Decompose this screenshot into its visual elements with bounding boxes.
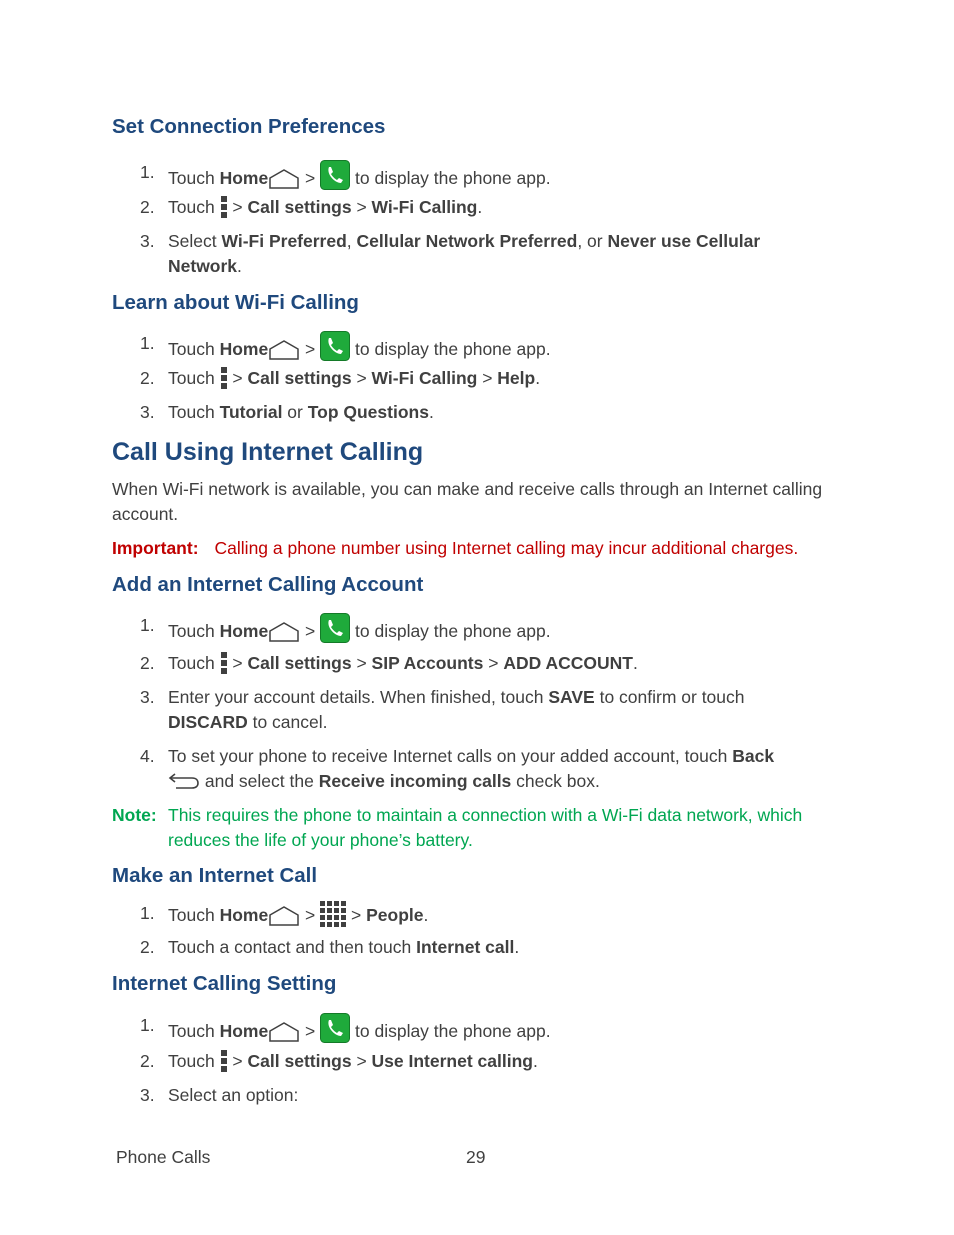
important-callout — [112, 536, 798, 561]
heading-make-internet-call: Make an Internet Call — [112, 864, 318, 887]
home-icon — [268, 1022, 300, 1042]
menu-icon — [220, 651, 228, 675]
home-icon — [268, 340, 300, 360]
heading-learn-about-wifi-calling: Learn about Wi-Fi Calling — [112, 291, 359, 314]
heading-add-internet-calling-account: Add an Internet Calling Account — [112, 573, 424, 596]
apps-icon — [320, 901, 346, 927]
important-label: Important: — [112, 538, 199, 558]
note-callout — [112, 803, 852, 853]
phone-app-icon — [320, 1013, 350, 1043]
menu-icon — [220, 1049, 228, 1073]
footer-section-name: Phone Calls — [116, 1147, 211, 1167]
home-icon — [268, 169, 300, 189]
menu-icon — [220, 366, 228, 390]
phone-app-icon — [320, 160, 350, 190]
phone-app-icon — [320, 613, 350, 643]
home-icon — [268, 622, 300, 642]
heading-call-using-internet-calling: Call Using Internet Calling — [112, 438, 424, 466]
home-icon — [268, 906, 300, 926]
note-label: Note: — [112, 805, 157, 825]
phone-app-icon — [320, 331, 350, 361]
footer-page-number: 29 — [466, 1147, 486, 1167]
back-icon — [168, 772, 200, 790]
heading-set-connection-preferences: Set Connection Preferences — [112, 115, 386, 138]
menu-icon — [220, 195, 228, 219]
intro-paragraph: When Wi-Fi network is available, you can make and receive calls through an Internet calling account. — [112, 479, 823, 524]
important-text: Calling a phone number using Internet calling may incur additional charges. — [214, 538, 799, 558]
note-text: This requires the phone to maintain a connection with a Wi-Fi data network, which reduces the life of your phone’s battery. — [168, 805, 803, 850]
heading-internet-calling-setting: Internet Calling Setting — [112, 972, 337, 995]
